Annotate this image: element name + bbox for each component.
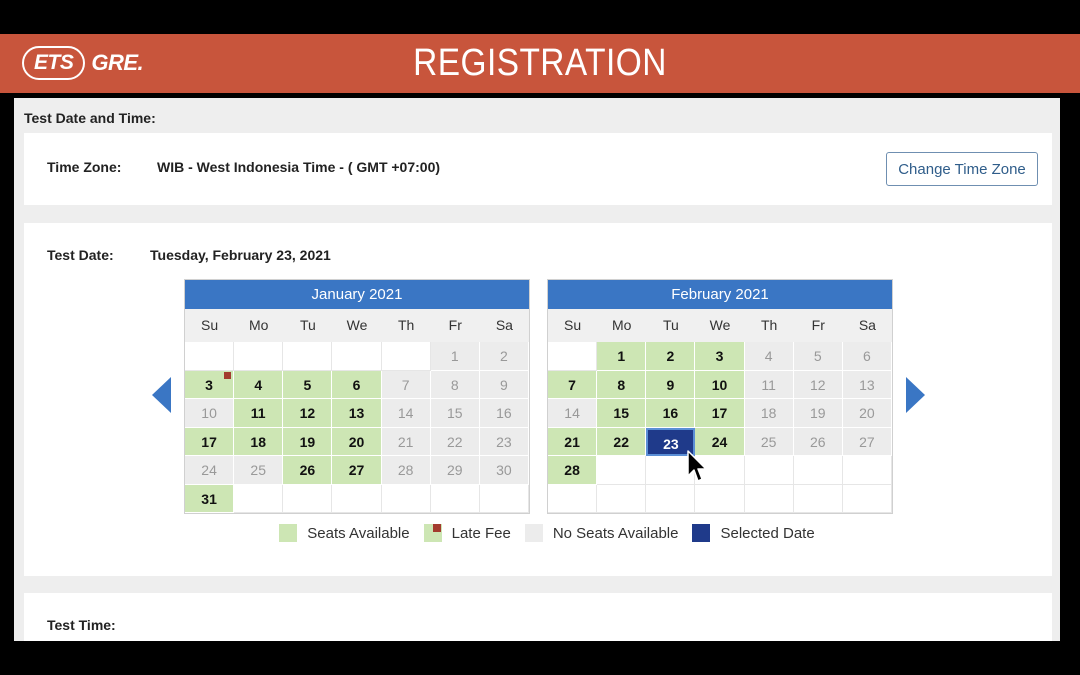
- page-title: REGISTRATION: [413, 42, 667, 84]
- weekday-label: Fr: [811, 317, 825, 333]
- day-number: 5: [813, 348, 822, 364]
- day-number: 30: [496, 462, 512, 478]
- calendar-day: [794, 342, 843, 371]
- legend-label: Seats Available: [307, 524, 410, 542]
- calendar-day[interactable]: [234, 399, 283, 428]
- day-number: 16: [662, 405, 679, 421]
- day-number: 8: [450, 376, 459, 393]
- day-number: 9: [500, 376, 508, 393]
- calendar-day-grid: [548, 342, 892, 513]
- registration-header: [0, 34, 1080, 93]
- calendar-day[interactable]: [695, 342, 744, 371]
- day-number: 23: [663, 435, 679, 452]
- calendar-day: [480, 456, 529, 485]
- day-number: 21: [397, 433, 414, 450]
- weekday-label: Sa: [495, 317, 513, 333]
- calendar-day: [431, 428, 480, 457]
- day-number: 22: [613, 433, 629, 450]
- calendar-empty-cell: [332, 485, 381, 514]
- legend-late-fee: [424, 524, 511, 542]
- day-number: 29: [446, 462, 463, 478]
- calendar-day[interactable]: [234, 371, 283, 400]
- test-time-label: Test Time:: [47, 617, 116, 633]
- calendar-day: [843, 342, 892, 371]
- calendar-day[interactable]: [283, 456, 332, 485]
- calendar-empty-cell: [234, 485, 283, 514]
- calendar-day: [431, 399, 480, 428]
- logo-ets-mark: ETS: [22, 46, 85, 80]
- calendar-day[interactable]: [332, 428, 381, 457]
- registration-content: [14, 98, 1060, 641]
- day-number: 22: [446, 433, 463, 450]
- calendar-day[interactable]: [646, 371, 695, 400]
- calendar-empty-cell: [745, 485, 794, 514]
- calendar-day: [431, 371, 480, 400]
- video-letterbox-bottom: [0, 641, 1080, 675]
- day-number: 20: [348, 433, 365, 450]
- calendar-day: [843, 399, 892, 428]
- legend-label: Late Fee: [451, 524, 511, 542]
- section-heading-test-date-time: Test Date and Time:: [24, 110, 156, 126]
- test-time-card: [24, 593, 1052, 641]
- weekday-label: Mo: [248, 317, 269, 333]
- calendar-empty-cell: [548, 342, 597, 371]
- video-letterbox-top: [0, 0, 1080, 34]
- calendar-day: [382, 399, 431, 428]
- day-number: 19: [299, 433, 316, 450]
- day-number: 9: [666, 376, 675, 393]
- day-number: 2: [500, 348, 508, 364]
- calendar-day: [382, 428, 431, 457]
- day-number: 10: [201, 405, 217, 421]
- legend-swatch-no-seats: [525, 524, 543, 542]
- calendar-day: [480, 399, 529, 428]
- calendar-day: [431, 342, 480, 371]
- day-number: 4: [254, 376, 263, 393]
- day-number: 31: [201, 490, 217, 507]
- calendar-legend: [24, 524, 1070, 542]
- calendar-february-2021: [547, 279, 893, 514]
- legend-label: No Seats Available: [552, 524, 679, 542]
- day-number: 17: [201, 433, 217, 450]
- late-fee-marker-icon: [224, 372, 231, 379]
- calendar-empty-cell: [646, 485, 695, 514]
- weekday-label: Mo: [611, 317, 632, 333]
- day-number: 3: [715, 348, 724, 364]
- day-number: 25: [250, 462, 266, 478]
- day-number: 18: [250, 433, 266, 450]
- legend-label: Selected Date: [720, 524, 815, 542]
- day-number: 11: [761, 376, 776, 393]
- calendar-empty-cell: [597, 456, 646, 485]
- day-number: 3: [205, 376, 213, 393]
- day-number: 5: [303, 376, 312, 393]
- calendar-day[interactable]: [548, 456, 597, 485]
- calendar-empty-cell: [843, 485, 892, 514]
- day-number: 28: [564, 462, 580, 478]
- calendar-empty-cell: [843, 456, 892, 485]
- test-date-label: Test Date:: [47, 247, 114, 263]
- logo-gre-text: GRE.: [91, 50, 144, 75]
- day-number: 16: [496, 405, 512, 421]
- day-number: 18: [760, 405, 777, 421]
- day-number: 14: [397, 405, 414, 421]
- day-number: 25: [760, 433, 777, 450]
- weekday-label: Th: [397, 317, 415, 333]
- weekday-label: Tu: [299, 317, 316, 333]
- day-number: 8: [617, 376, 626, 393]
- calendar-day: [382, 371, 431, 400]
- calendar-day: [185, 399, 234, 428]
- calendar-empty-cell: [234, 342, 283, 371]
- calendar-empty-cell: [332, 342, 381, 371]
- calendar-day[interactable]: [548, 428, 597, 457]
- calendar-day: [480, 428, 529, 457]
- weekday-label: Th: [760, 317, 778, 333]
- calendar-month-title: February 2021: [548, 280, 892, 309]
- time-zone-value: WIB - West Indonesia Time - ( GMT +07:00): [157, 159, 441, 175]
- calendar-day-grid: [185, 342, 529, 513]
- calendar-day[interactable]: [646, 342, 695, 371]
- previous-month-caret-left-icon[interactable]: [152, 377, 171, 413]
- day-number: 6: [863, 348, 871, 364]
- weekday-label: We: [346, 317, 368, 333]
- calendar-day[interactable]: [646, 399, 695, 428]
- calendar-day[interactable]: [234, 428, 283, 457]
- mouse-pointer-icon: [686, 450, 708, 484]
- weekday-header-row: [548, 309, 892, 342]
- calendar-day[interactable]: [185, 371, 234, 400]
- calendar-day: [745, 399, 794, 428]
- calendar-day[interactable]: [695, 399, 744, 428]
- next-month-caret-right-icon[interactable]: [906, 377, 925, 413]
- day-number: 1: [617, 348, 626, 364]
- day-number: 28: [397, 462, 414, 478]
- day-number: 10: [711, 376, 728, 393]
- legend-swatch-seats-available: [279, 524, 297, 542]
- weekday-label: We: [709, 317, 731, 333]
- calendar-empty-cell: [695, 485, 744, 514]
- day-number: 21: [564, 433, 580, 450]
- legend-swatch-late-fee: [424, 524, 442, 542]
- calendar-day[interactable]: [332, 399, 381, 428]
- calendar-empty-cell: [382, 485, 431, 514]
- calendar-day[interactable]: [332, 456, 381, 485]
- calendar-january-2021: [184, 279, 530, 514]
- change-time-zone-button[interactable]: Change Time Zone: [886, 152, 1038, 186]
- day-number: 12: [299, 405, 316, 421]
- day-number: 24: [201, 462, 217, 478]
- weekday-label: Tu: [662, 317, 679, 333]
- day-number: 26: [809, 433, 826, 450]
- calendar-day[interactable]: [185, 428, 234, 457]
- day-number: 2: [666, 348, 675, 364]
- calendar-day[interactable]: [597, 428, 646, 457]
- calendar-day: [745, 342, 794, 371]
- day-number: 13: [348, 405, 365, 421]
- day-number: 27: [859, 433, 875, 450]
- calendar-day[interactable]: [185, 485, 234, 514]
- time-zone-card: [24, 133, 1052, 205]
- calendar-day: [794, 371, 843, 400]
- calendar-empty-cell: [794, 485, 843, 514]
- legend-selected-date: [692, 524, 814, 542]
- calendar-day: [843, 428, 892, 457]
- calendar-empty-cell: [431, 485, 480, 514]
- test-date-value: Tuesday, February 23, 2021: [150, 247, 331, 263]
- legend-swatch-selected: [692, 524, 710, 542]
- calendar-day: [548, 399, 597, 428]
- day-number: 14: [564, 405, 580, 421]
- calendar-empty-cell: [185, 342, 234, 371]
- weekday-header-row: [185, 309, 529, 342]
- calendar-empty-cell: [283, 485, 332, 514]
- day-number: 15: [446, 405, 463, 421]
- calendar-empty-cell: [745, 456, 794, 485]
- weekday-label: Fr: [448, 317, 462, 333]
- calendar-day: [382, 456, 431, 485]
- calendar-day: [794, 428, 843, 457]
- day-number: 13: [859, 376, 875, 393]
- time-zone-label: Time Zone:: [47, 159, 122, 175]
- calendar-day: [234, 456, 283, 485]
- calendar-day[interactable]: [597, 342, 646, 371]
- day-number: 26: [299, 462, 316, 478]
- day-number: 23: [496, 433, 512, 450]
- calendar-empty-cell: [480, 485, 529, 514]
- day-number: 11: [250, 405, 266, 421]
- day-number: 19: [809, 405, 826, 421]
- calendar-day: [431, 456, 480, 485]
- day-number: 4: [764, 348, 773, 364]
- calendar-empty-cell: [283, 342, 332, 371]
- day-number: 6: [352, 376, 361, 393]
- test-date-card: [24, 223, 1052, 576]
- calendar-day: [185, 456, 234, 485]
- calendar-empty-cell: [548, 485, 597, 514]
- legend-seats-available: [279, 524, 409, 542]
- weekday-label: Sa: [858, 317, 876, 333]
- day-number: 20: [859, 405, 875, 421]
- day-number: 7: [401, 376, 410, 393]
- day-number: 17: [711, 405, 728, 421]
- calendar-day[interactable]: [283, 371, 332, 400]
- day-number: 7: [568, 376, 576, 393]
- calendar-day[interactable]: [283, 428, 332, 457]
- calendar-day: [745, 428, 794, 457]
- calendar-day: [794, 399, 843, 428]
- calendar-day: [480, 342, 529, 371]
- calendar-empty-cell: [382, 342, 431, 371]
- calendar-day[interactable]: [695, 371, 744, 400]
- weekday-label: Su: [201, 317, 219, 333]
- day-number: 15: [613, 405, 629, 421]
- day-number: 24: [711, 433, 728, 450]
- calendar-month-title: January 2021: [185, 280, 529, 309]
- calendar-day[interactable]: [548, 371, 597, 400]
- legend-no-seats-available: [525, 524, 679, 542]
- calendar-day: [745, 371, 794, 400]
- day-number: 1: [450, 348, 459, 364]
- calendar-empty-cell: [597, 485, 646, 514]
- late-fee-marker-icon: [433, 524, 441, 532]
- calendar-day: [843, 371, 892, 400]
- day-number: 27: [348, 462, 365, 478]
- calendar-empty-cell: [794, 456, 843, 485]
- weekday-label: Su: [564, 317, 582, 333]
- calendar-day[interactable]: [597, 371, 646, 400]
- calendar-day: [480, 371, 529, 400]
- day-number: 12: [809, 376, 826, 393]
- calendar-day[interactable]: [283, 399, 332, 428]
- calendar-day[interactable]: [597, 399, 646, 428]
- calendar-day[interactable]: [332, 371, 381, 400]
